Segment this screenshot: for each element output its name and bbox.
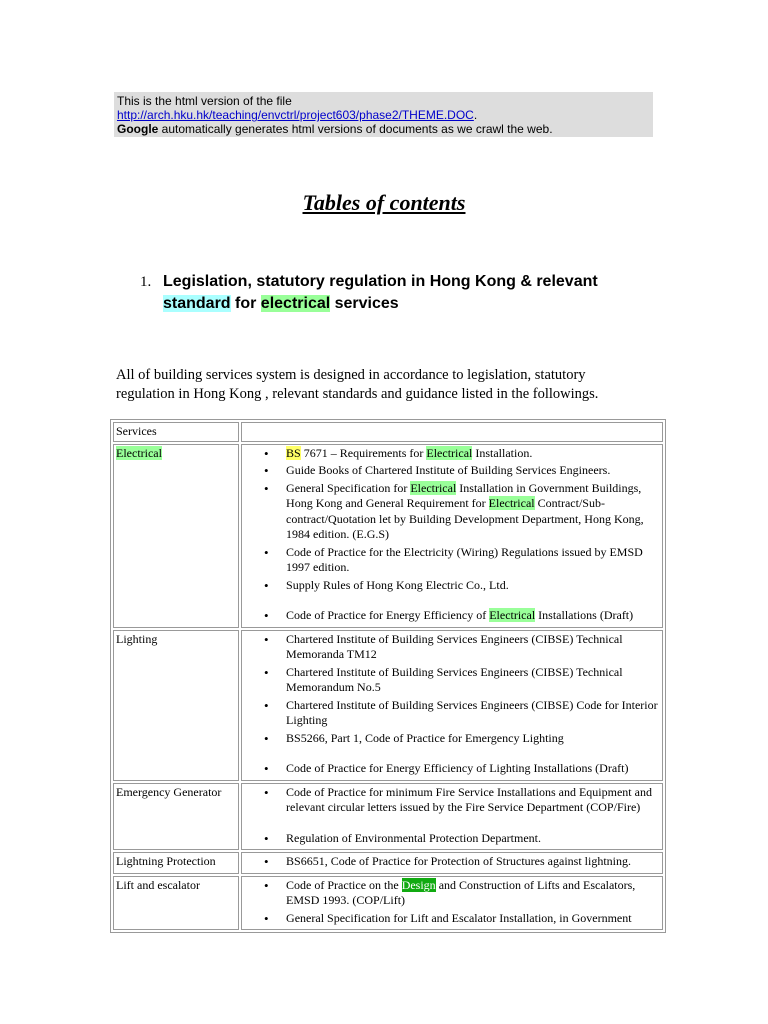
- items-cell: [241, 630, 663, 781]
- items-cell: [241, 783, 663, 851]
- list-item: • Chartered Institute of Building Services Engineers (CIBSE) Code for Interior Lighting: [286, 698, 660, 729]
- list-item: • Chartered Institute of Building Services Engineers (CIBSE) Technical Memoranda TM12: [286, 632, 660, 663]
- list-item: • General Specification for Electrical Installation in Government Buildings, Hong Kong and General Requirement for Electrical Contract/Sub-contract/Quotation let by Building Development Department, Hong Kong, 1984 edition. (E.G.S): [286, 481, 660, 543]
- highlight-electrical: electrical: [260, 295, 331, 312]
- lighting-list: [244, 632, 660, 777]
- lift-list: [244, 878, 660, 927]
- intro-paragraph: All of building services system is designed in accordance to legislation, statutory regulation in Hong Kong , relevant standards and guidance listed in the followings.: [116, 367, 599, 402]
- section-heading: [140, 271, 660, 315]
- electrical-list: [244, 446, 660, 624]
- table-row-electrical: [113, 444, 663, 628]
- category-cell: Lightning Protection: [113, 852, 239, 874]
- list-item: • General Specification for Lift and Escalator Installation, in Government: [286, 911, 660, 927]
- list-item: • BS6651, Code of Practice for Protection of Structures against lightning.: [286, 854, 660, 870]
- list-item: • Chartered Institute of Building Services Engineers (CIBSE) Technical Memorandum No.5: [286, 665, 660, 696]
- table-header-row: [113, 422, 663, 442]
- header-cell: Services: [113, 422, 239, 442]
- list-item: • Regulation of Environmental Protection Department.: [286, 831, 660, 847]
- list-item: • Code of Practice for minimum Fire Service Installations and Equipment and relevant circular letters issued by the Fire Service Department (COP/Fire): [286, 785, 660, 816]
- list-item: • Guide Books of Chartered Institute of Building Services Engineers.: [286, 463, 660, 479]
- source-file-link[interactable]: http://arch.hku.hk/teaching/envctrl/project603/phase2/THEME.DOC: [117, 108, 474, 122]
- banner-line-3: Google automatically generates html versions of documents as we crawl the web.: [117, 122, 553, 136]
- list-item: • Code of Practice on the Design and Construction of Lifts and Escalators, EMSD 1993. (COP/Lift): [286, 878, 660, 909]
- table-row-lift: [113, 876, 663, 931]
- table-row-generator: [113, 783, 663, 851]
- list-item: • Code of Practice for the Electricity (Wiring) Regulations issued by EMSD 1997 edition.: [286, 545, 660, 576]
- category-cell: Lift and escalator: [113, 876, 239, 931]
- section-number: 1.: [140, 274, 152, 290]
- highlight-standard: standard: [163, 295, 231, 312]
- lightning-list: [244, 854, 660, 870]
- cache-banner: [114, 92, 653, 137]
- google-label: Google: [117, 122, 159, 136]
- generator-list: [244, 785, 660, 847]
- banner-line-2: http://arch.hku.hk/teaching/envctrl/project603/phase2/THEME.DOC.: [117, 108, 478, 122]
- table-row-lightning: [113, 852, 663, 874]
- category-cell: Electrical: [113, 444, 239, 628]
- list-item: • Code of Practice for Energy Efficiency of Electrical Installations (Draft): [286, 608, 660, 624]
- section-heading-text: Legislation, statutory regulation in Hong Kong & relevant standard for electrical services: [163, 273, 598, 312]
- list-item: • BS5266, Part 1, Code of Practice for Emergency Lighting: [286, 731, 660, 747]
- banner-line-1: This is the html version of the file: [117, 94, 292, 108]
- category-cell: Emergency Generator: [113, 783, 239, 851]
- header-cell-empty: [241, 422, 663, 442]
- items-cell: [241, 876, 663, 931]
- items-cell: [241, 444, 663, 628]
- list-item: • BS 7671 – Requirements for Electrical Installation.: [286, 446, 660, 462]
- list-item: • Supply Rules of Hong Kong Electric Co., Ltd.: [286, 578, 660, 594]
- list-item: • Code of Practice for Energy Efficiency of Lighting Installations (Draft): [286, 761, 660, 777]
- page-title: Tables of contents: [302, 190, 466, 215]
- category-cell: Lighting: [113, 630, 239, 781]
- table-row-lighting: [113, 630, 663, 781]
- services-table: [110, 419, 666, 933]
- items-cell: [241, 852, 663, 874]
